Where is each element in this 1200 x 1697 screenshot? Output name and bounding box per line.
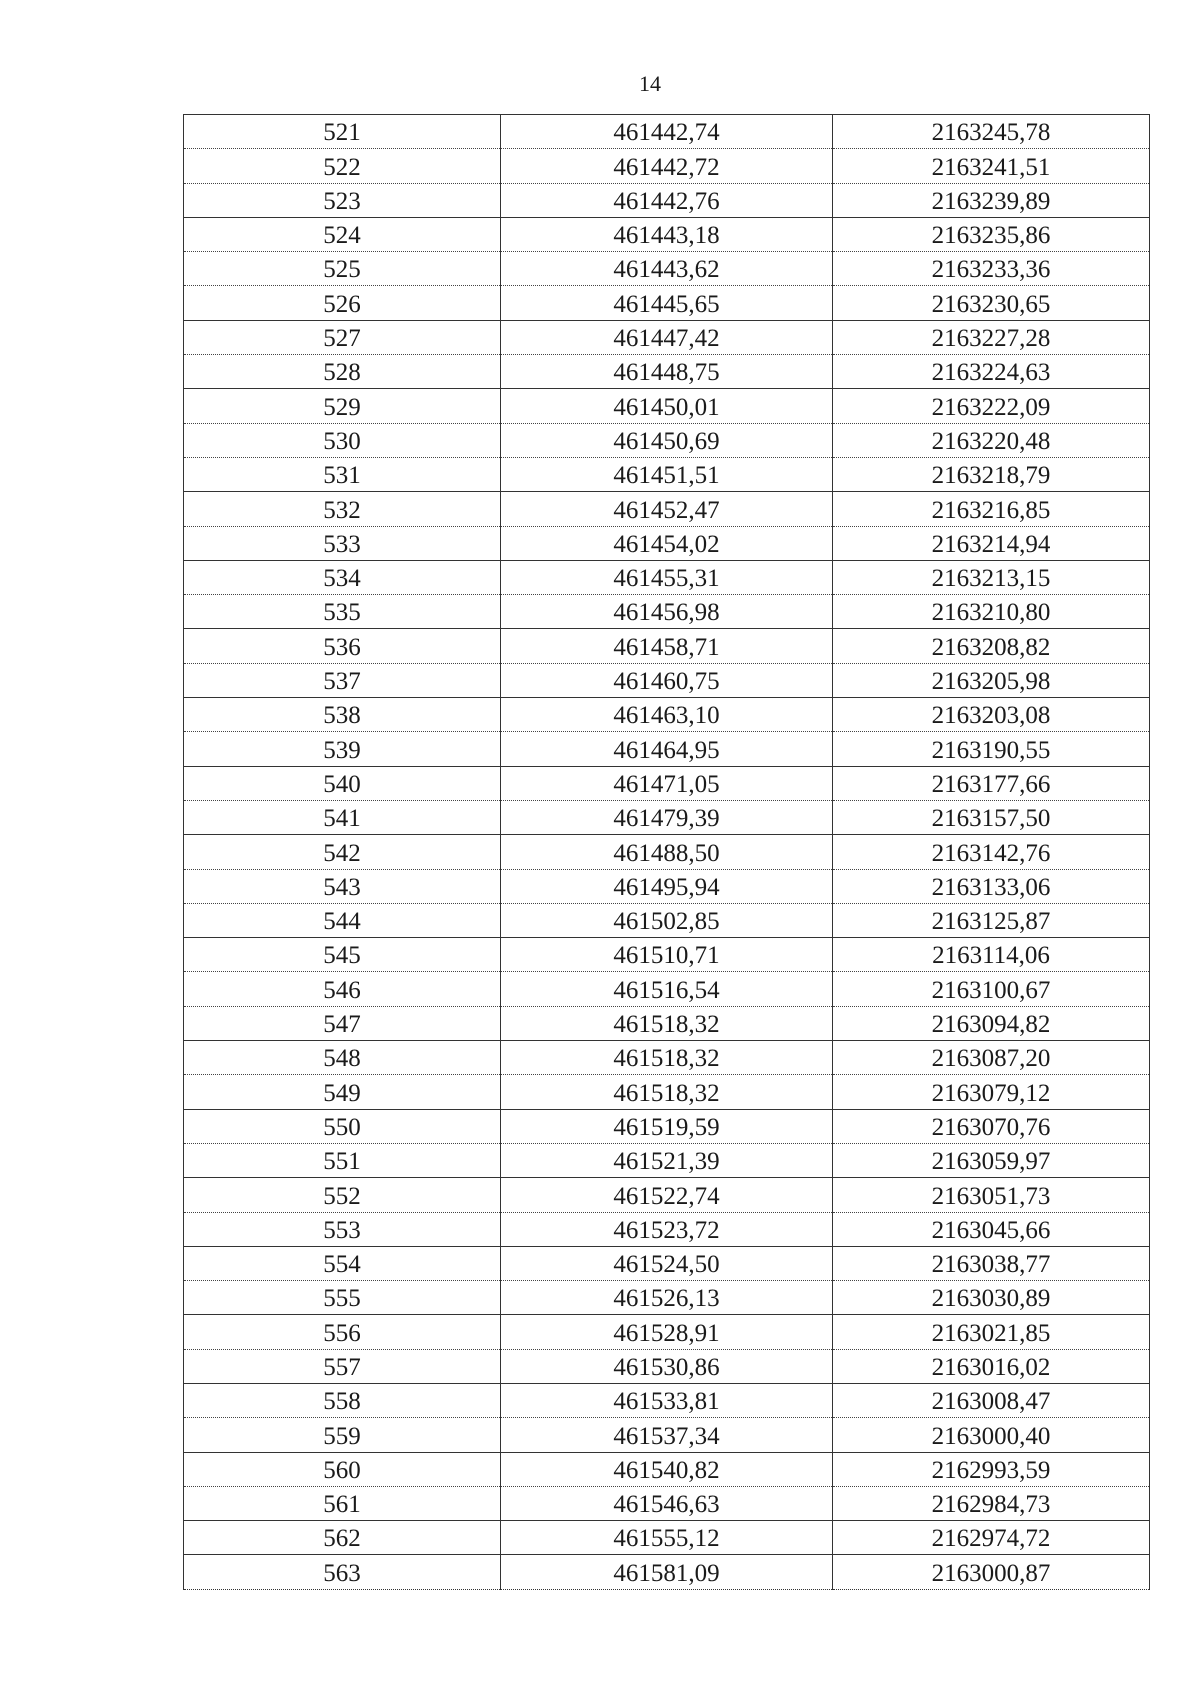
point-number-cell: 554 <box>184 1246 501 1280</box>
y-coordinate-cell: 2163177,66 <box>833 766 1150 800</box>
table-row <box>184 1143 1150 1177</box>
table-row <box>184 115 1150 149</box>
x-coordinate-cell: 461479,39 <box>501 800 833 834</box>
point-number-cell: 525 <box>184 252 501 286</box>
table-row <box>184 1452 1150 1486</box>
point-number-cell: 551 <box>184 1143 501 1177</box>
table-row <box>184 286 1150 320</box>
point-number-cell: 549 <box>184 1075 501 1109</box>
table-row <box>184 457 1150 491</box>
y-coordinate-cell: 2163216,85 <box>833 492 1150 526</box>
x-coordinate-cell: 461455,31 <box>501 560 833 594</box>
x-coordinate-cell: 461488,50 <box>501 835 833 869</box>
point-number-cell: 546 <box>184 972 501 1006</box>
y-coordinate-cell: 2163051,73 <box>833 1178 1150 1212</box>
x-coordinate-cell: 461452,47 <box>501 492 833 526</box>
y-coordinate-cell: 2163021,85 <box>833 1315 1150 1349</box>
point-number-cell: 536 <box>184 629 501 663</box>
point-number-cell: 548 <box>184 1041 501 1075</box>
table-row <box>184 732 1150 766</box>
x-coordinate-cell: 461448,75 <box>501 355 833 389</box>
point-number-cell: 550 <box>184 1109 501 1143</box>
table-row <box>184 766 1150 800</box>
point-number-cell: 560 <box>184 1452 501 1486</box>
table-row <box>184 835 1150 869</box>
table-row <box>184 1418 1150 1452</box>
y-coordinate-cell: 2163008,47 <box>833 1383 1150 1417</box>
y-coordinate-cell: 2163241,51 <box>833 149 1150 183</box>
table-row <box>184 252 1150 286</box>
table-row <box>184 1041 1150 1075</box>
y-coordinate-cell: 2163000,40 <box>833 1418 1150 1452</box>
x-coordinate-cell: 461450,01 <box>501 389 833 423</box>
table-row <box>184 1006 1150 1040</box>
y-coordinate-cell: 2163045,66 <box>833 1212 1150 1246</box>
table-row <box>184 595 1150 629</box>
x-coordinate-cell: 461458,71 <box>501 629 833 663</box>
point-number-cell: 545 <box>184 938 501 972</box>
table-row <box>184 1315 1150 1349</box>
x-coordinate-cell: 461530,86 <box>501 1349 833 1383</box>
point-number-cell: 533 <box>184 526 501 560</box>
point-number-cell: 521 <box>184 115 501 149</box>
y-coordinate-cell: 2163235,86 <box>833 217 1150 251</box>
point-number-cell: 523 <box>184 183 501 217</box>
x-coordinate-cell: 461443,62 <box>501 252 833 286</box>
point-number-cell: 559 <box>184 1418 501 1452</box>
x-coordinate-cell: 461442,76 <box>501 183 833 217</box>
x-coordinate-cell: 461537,34 <box>501 1418 833 1452</box>
y-coordinate-cell: 2163157,50 <box>833 800 1150 834</box>
table-row <box>184 183 1150 217</box>
table-row <box>184 663 1150 697</box>
table-row <box>184 938 1150 972</box>
point-number-cell: 562 <box>184 1521 501 1555</box>
y-coordinate-cell: 2163142,76 <box>833 835 1150 869</box>
x-coordinate-cell: 461450,69 <box>501 423 833 457</box>
x-coordinate-cell: 461460,75 <box>501 663 833 697</box>
x-coordinate-cell: 461518,32 <box>501 1006 833 1040</box>
y-coordinate-cell: 2163210,80 <box>833 595 1150 629</box>
x-coordinate-cell: 461495,94 <box>501 869 833 903</box>
y-coordinate-cell: 2163214,94 <box>833 526 1150 560</box>
point-number-cell: 526 <box>184 286 501 320</box>
table-row <box>184 149 1150 183</box>
y-coordinate-cell: 2163059,97 <box>833 1143 1150 1177</box>
coordinates-table-body <box>184 115 1150 1590</box>
y-coordinate-cell: 2163239,89 <box>833 183 1150 217</box>
y-coordinate-cell: 2163114,06 <box>833 938 1150 972</box>
y-coordinate-cell: 2163218,79 <box>833 457 1150 491</box>
y-coordinate-cell: 2163245,78 <box>833 115 1150 149</box>
x-coordinate-cell: 461526,13 <box>501 1281 833 1315</box>
point-number-cell: 561 <box>184 1486 501 1520</box>
point-number-cell: 544 <box>184 903 501 937</box>
table-row <box>184 1281 1150 1315</box>
y-coordinate-cell: 2162974,72 <box>833 1521 1150 1555</box>
x-coordinate-cell: 461502,85 <box>501 903 833 937</box>
point-number-cell: 547 <box>184 1006 501 1040</box>
point-number-cell: 538 <box>184 698 501 732</box>
x-coordinate-cell: 461443,18 <box>501 217 833 251</box>
table-row <box>184 560 1150 594</box>
table-row <box>184 698 1150 732</box>
table-row <box>184 1109 1150 1143</box>
x-coordinate-cell: 461516,54 <box>501 972 833 1006</box>
y-coordinate-cell: 2163190,55 <box>833 732 1150 766</box>
page-number: 14 <box>639 71 661 96</box>
y-coordinate-cell: 2162993,59 <box>833 1452 1150 1486</box>
x-coordinate-cell: 461518,32 <box>501 1075 833 1109</box>
x-coordinate-cell: 461522,74 <box>501 1178 833 1212</box>
coordinates-table <box>183 114 1150 1590</box>
x-coordinate-cell: 461463,10 <box>501 698 833 732</box>
x-coordinate-cell: 461510,71 <box>501 938 833 972</box>
table-row <box>184 1383 1150 1417</box>
y-coordinate-cell: 2163220,48 <box>833 423 1150 457</box>
table-row <box>184 320 1150 354</box>
point-number-cell: 543 <box>184 869 501 903</box>
y-coordinate-cell: 2163230,65 <box>833 286 1150 320</box>
table-row <box>184 423 1150 457</box>
y-coordinate-cell: 2163224,63 <box>833 355 1150 389</box>
y-coordinate-cell: 2163222,09 <box>833 389 1150 423</box>
y-coordinate-cell: 2163030,89 <box>833 1281 1150 1315</box>
y-coordinate-cell: 2163213,15 <box>833 560 1150 594</box>
point-number-cell: 541 <box>184 800 501 834</box>
point-number-cell: 563 <box>184 1555 501 1589</box>
x-coordinate-cell: 461456,98 <box>501 595 833 629</box>
y-coordinate-cell: 2163233,36 <box>833 252 1150 286</box>
point-number-cell: 557 <box>184 1349 501 1383</box>
y-coordinate-cell: 2163227,28 <box>833 320 1150 354</box>
point-number-cell: 529 <box>184 389 501 423</box>
y-coordinate-cell: 2162984,73 <box>833 1486 1150 1520</box>
y-coordinate-cell: 2163125,87 <box>833 903 1150 937</box>
x-coordinate-cell: 461471,05 <box>501 766 833 800</box>
x-coordinate-cell: 461519,59 <box>501 1109 833 1143</box>
x-coordinate-cell: 461524,50 <box>501 1246 833 1280</box>
x-coordinate-cell: 461454,02 <box>501 526 833 560</box>
y-coordinate-cell: 2163079,12 <box>833 1075 1150 1109</box>
point-number-cell: 539 <box>184 732 501 766</box>
point-number-cell: 556 <box>184 1315 501 1349</box>
table-row <box>184 869 1150 903</box>
x-coordinate-cell: 461442,74 <box>501 115 833 149</box>
table-row <box>184 1212 1150 1246</box>
x-coordinate-cell: 461518,32 <box>501 1041 833 1075</box>
x-coordinate-cell: 461523,72 <box>501 1212 833 1246</box>
x-coordinate-cell: 461445,65 <box>501 286 833 320</box>
point-number-cell: 522 <box>184 149 501 183</box>
x-coordinate-cell: 461464,95 <box>501 732 833 766</box>
point-number-cell: 531 <box>184 457 501 491</box>
x-coordinate-cell: 461447,42 <box>501 320 833 354</box>
x-coordinate-cell: 461546,63 <box>501 1486 833 1520</box>
point-number-cell: 555 <box>184 1281 501 1315</box>
x-coordinate-cell: 461540,82 <box>501 1452 833 1486</box>
table-row <box>184 492 1150 526</box>
table-row <box>184 1521 1150 1555</box>
y-coordinate-cell: 2163133,06 <box>833 869 1150 903</box>
y-coordinate-cell: 2163203,08 <box>833 698 1150 732</box>
table-row <box>184 800 1150 834</box>
y-coordinate-cell: 2163016,02 <box>833 1349 1150 1383</box>
table-row <box>184 526 1150 560</box>
point-number-cell: 542 <box>184 835 501 869</box>
point-number-cell: 534 <box>184 560 501 594</box>
table-row <box>184 903 1150 937</box>
table-row <box>184 1075 1150 1109</box>
point-number-cell: 524 <box>184 217 501 251</box>
y-coordinate-cell: 2163205,98 <box>833 663 1150 697</box>
point-number-cell: 553 <box>184 1212 501 1246</box>
table-row <box>184 629 1150 663</box>
y-coordinate-cell: 2163087,20 <box>833 1041 1150 1075</box>
table-row <box>184 217 1150 251</box>
point-number-cell: 537 <box>184 663 501 697</box>
point-number-cell: 527 <box>184 320 501 354</box>
y-coordinate-cell: 2163094,82 <box>833 1006 1150 1040</box>
point-number-cell: 558 <box>184 1383 501 1417</box>
y-coordinate-cell: 2163100,67 <box>833 972 1150 1006</box>
y-coordinate-cell: 2163000,87 <box>833 1555 1150 1589</box>
point-number-cell: 528 <box>184 355 501 389</box>
point-number-cell: 530 <box>184 423 501 457</box>
x-coordinate-cell: 461581,09 <box>501 1555 833 1589</box>
table-row <box>184 1246 1150 1280</box>
table-row <box>184 355 1150 389</box>
x-coordinate-cell: 461528,91 <box>501 1315 833 1349</box>
table-row <box>184 1349 1150 1383</box>
point-number-cell: 540 <box>184 766 501 800</box>
point-number-cell: 535 <box>184 595 501 629</box>
table-row <box>184 1555 1150 1589</box>
point-number-cell: 552 <box>184 1178 501 1212</box>
x-coordinate-cell: 461442,72 <box>501 149 833 183</box>
x-coordinate-cell: 461521,39 <box>501 1143 833 1177</box>
table-row <box>184 972 1150 1006</box>
table-row <box>184 1486 1150 1520</box>
x-coordinate-cell: 461555,12 <box>501 1521 833 1555</box>
y-coordinate-cell: 2163070,76 <box>833 1109 1150 1143</box>
point-number-cell: 532 <box>184 492 501 526</box>
x-coordinate-cell: 461533,81 <box>501 1383 833 1417</box>
x-coordinate-cell: 461451,51 <box>501 457 833 491</box>
y-coordinate-cell: 2163208,82 <box>833 629 1150 663</box>
y-coordinate-cell: 2163038,77 <box>833 1246 1150 1280</box>
table-row <box>184 389 1150 423</box>
table-row <box>184 1178 1150 1212</box>
